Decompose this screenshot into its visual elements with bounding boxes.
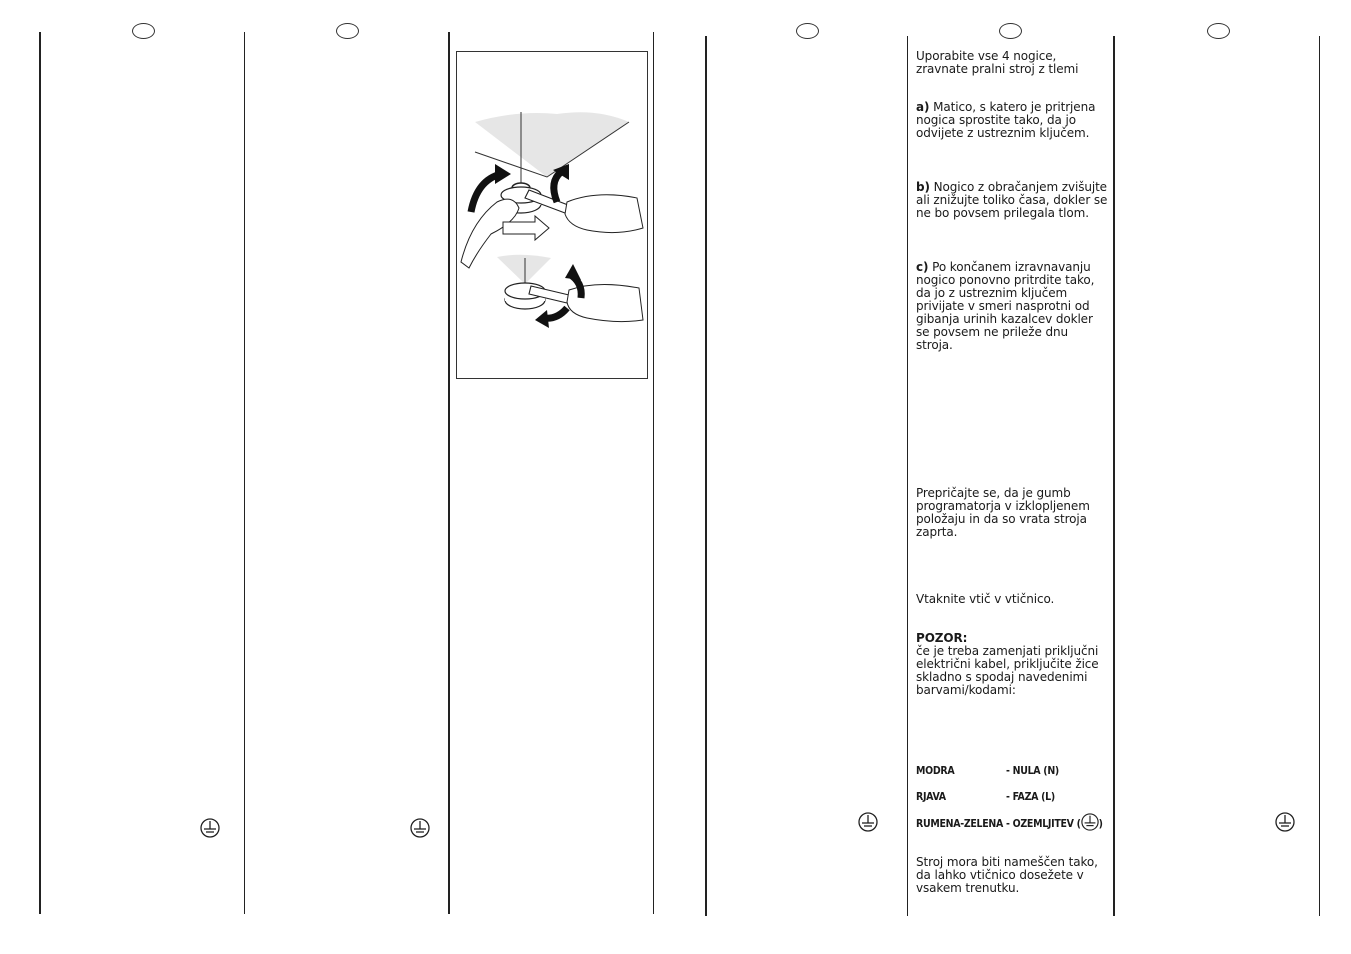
wire-code-row (916, 813, 1103, 831)
column-rule (1319, 36, 1320, 916)
wire-meaning: - OZEMLJITEV ( (1006, 818, 1081, 830)
wire-meaning: - FAZA (L) (1006, 791, 1055, 803)
step-a (916, 101, 1108, 140)
final-note (916, 856, 1108, 895)
step-b-text: Nogico z obračanjem zvišujte ali znižujte toliko časa, dokler se ne bo povsem prilegala tlom. (916, 180, 1108, 220)
language-oval-marker (132, 23, 155, 39)
wire-code-row (916, 765, 1059, 777)
step-c-text: Po končanem izravnavanju nogico ponovno pritrdite tako, da jo z ustreznim ključem privijate v smeri nasprotni od gibanja urinih kazalcev dokler se povsem ne prileže dnu stroja. (916, 260, 1095, 352)
step-b (916, 181, 1108, 220)
wire-meaning: - NULA (N) (1006, 765, 1059, 777)
column-rule (907, 36, 908, 916)
column-rule (705, 36, 707, 916)
check-paragraph: Prepričajte se, da je gumb programatorja v izklopljenem položaju in da so vrata stroja zaprta. (916, 486, 1090, 539)
check-programmer (916, 487, 1108, 539)
ground-symbol-icon (858, 812, 878, 832)
language-oval-marker (796, 23, 819, 39)
warning (916, 632, 1108, 697)
column-rule (1113, 36, 1115, 916)
ground-symbol-icon (200, 818, 220, 838)
intro-text (916, 50, 1108, 76)
column-rule (448, 32, 450, 914)
ground-symbol-icon (1275, 812, 1295, 832)
step-b-label: b) (916, 180, 930, 194)
step-a-label: a) (916, 100, 930, 114)
warning-title: POZOR: (916, 631, 968, 645)
wire-color: RJAVA (916, 791, 946, 803)
wire-color: MODRA (916, 765, 955, 777)
warning-paragraph: če je treba zamenjati priključni električni kabel, priključite žice skladno s spodaj navedenimi barvami/kodami: (916, 644, 1099, 697)
step-a-text: Matico, s katero je pritrjena nogica sprostite tako, da jo odvijete z ustreznim ključem. (916, 100, 1096, 140)
plug-paragraph: Vtaknite vtič v vtičnico. (916, 592, 1055, 606)
column-rule (39, 32, 41, 914)
language-oval-marker (336, 23, 359, 39)
wire-code-row (916, 791, 1055, 803)
intro-paragraph: Uporabite vse 4 nogice, zravnate pralni stroj z tlemi (916, 49, 1079, 76)
ground-symbol-icon (1081, 813, 1099, 831)
language-oval-marker (999, 23, 1022, 39)
wire-suffix: ) (1098, 818, 1103, 830)
language-oval-marker (1207, 23, 1230, 39)
step-c-label: c) (916, 260, 929, 274)
step-c (916, 261, 1108, 352)
leveling-feet-illustration (456, 51, 648, 379)
wrench-adjustment-drawing (457, 52, 647, 378)
wire-color: RUMENA-ZELENA (916, 818, 1004, 830)
plug-in (916, 593, 1108, 606)
final-paragraph: Stroj mora biti nameščen tako, da lahko vtičnico dosežete v vsakem trenutku. (916, 855, 1098, 895)
column-rule (244, 32, 245, 914)
column-rule (653, 32, 654, 914)
ground-symbol-icon (410, 818, 430, 838)
